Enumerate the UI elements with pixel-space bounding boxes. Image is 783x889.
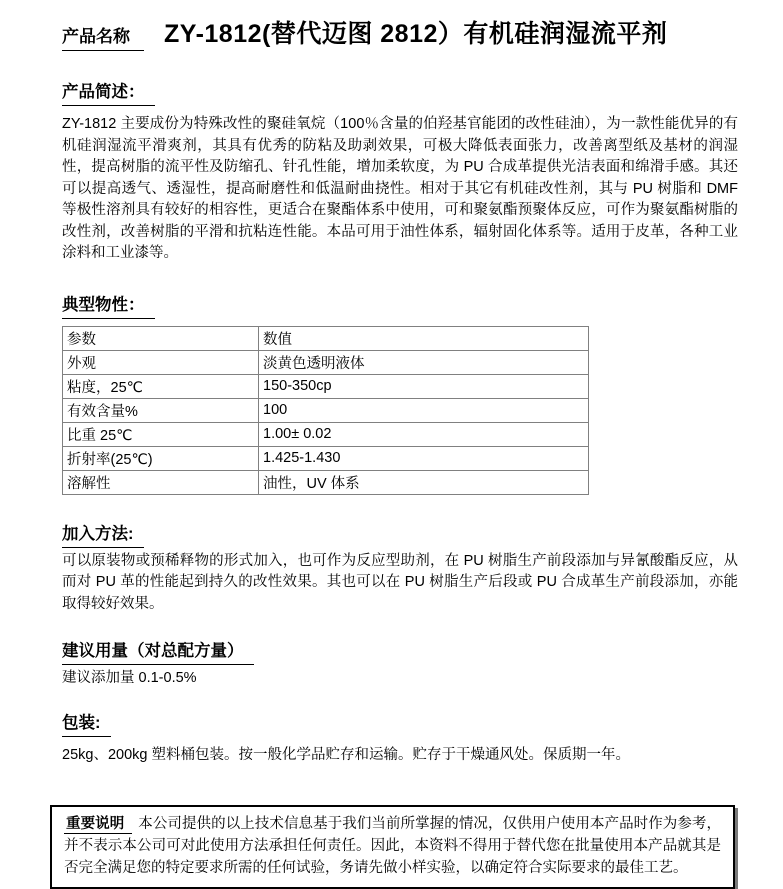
table-cell: 1.425-1.430 bbox=[259, 446, 589, 470]
table-row bbox=[63, 422, 589, 446]
table-cell: 油性，UV 体系 bbox=[259, 470, 589, 494]
notice-text: 本公司提供的以上技术信息基于我们当前所掌握的情况，仅供用户使用本产品时作为参考，并不表示本公司可对此使用方法承担任何责任。因此，本资料不得用于替代您在批量使用本产品就其是否完全满足您的特定要求所需的任何试验，务请先做小样实验，以确定符合实际要求的最佳工艺。 bbox=[64, 816, 721, 876]
method-paragraph: 可以原装物或预稀释物的形式加入，也可作为反应型助剂，在 PU 树脂生产前段添加与异氰酸酯反应，从而对 PU 革的性能起到持久的改性效果。其也可以在 PU 树脂生产后段或 PU 合成革生产前段添加，亦能取得较好效果。 bbox=[62, 552, 738, 612]
table-cell: 折射率(25℃) bbox=[63, 446, 259, 470]
section-heading-method: 加入方法: bbox=[62, 520, 144, 548]
table-row bbox=[63, 350, 589, 374]
table-cell: 数值 bbox=[259, 326, 589, 350]
table-row bbox=[63, 398, 589, 422]
section-heading-properties: 典型物性： bbox=[62, 291, 155, 319]
table-row bbox=[63, 470, 589, 494]
notice-label: 重要说明 bbox=[64, 816, 132, 834]
section-heading-dosage: 建议用量（对总配方量） bbox=[62, 637, 254, 665]
intro-paragraph: ZY-1812 主要成份为特殊改性的聚硅氧烷（100％含量的伯羟基官能团的改性硅油），为一款性能优异的有机硅润湿流平滑爽剂，其具有优秀的防粘及助剥效果，可极大降低表面张力，改善离型纸及基材的润湿性，提高树脂的流平性及防缩孔、针孔性能，增加柔软度，为 PU 合成革提供光洁表面和绵滑手感。其还可以提高透气、透湿性，提高耐磨性和低温耐曲挠性。相对于其它有机硅改性剂，其与 PU 树脂和 DMF 等极性溶剂具有较好的相容性，更适合在聚酯体系中使用，可和聚氨酯预聚体反应，可作为聚氨酯树脂的改性剂，改善树脂的平滑和抗粘连性能。本品可用于油性体系，辐射固化体系等。适用于皮革，各种工业涂料和工业漆等。 bbox=[62, 116, 738, 261]
table-cell: 1.00± 0.02 bbox=[259, 422, 589, 446]
dosage-paragraph: 建议添加量 0.1-0.5% bbox=[62, 670, 197, 686]
important-notice-box bbox=[50, 805, 735, 889]
packaging-paragraph: 25kg、200kg 塑料桶包装。按一般化学品贮存和运输。贮存于干燥通风处。保质期一年。 bbox=[62, 746, 630, 763]
table-row bbox=[63, 446, 589, 470]
table-row bbox=[63, 326, 589, 350]
table-cell: 100 bbox=[259, 398, 589, 422]
table-cell: 外观 bbox=[63, 350, 259, 374]
section-heading-intro: 产品简述： bbox=[62, 78, 155, 106]
table-cell: 有效含量% bbox=[63, 398, 259, 422]
table-cell: 粘度，25℃ bbox=[63, 374, 259, 398]
table-cell: 比重 25℃ bbox=[63, 422, 259, 446]
table-cell: 溶解性 bbox=[63, 470, 259, 494]
properties-table bbox=[62, 326, 589, 495]
table-cell: 参数 bbox=[63, 326, 259, 350]
table-row bbox=[63, 374, 589, 398]
document-header bbox=[62, 14, 737, 51]
table-cell: 150-350cp bbox=[259, 374, 589, 398]
section-heading-packaging: 包装: bbox=[62, 709, 111, 737]
page-title: ZY-1812(替代迈图 2812）有机硅润湿流平剂 bbox=[164, 20, 668, 48]
table-cell: 淡黄色透明液体 bbox=[259, 350, 589, 374]
properties-table-body bbox=[63, 326, 589, 494]
product-name-label: 产品名称 bbox=[62, 22, 144, 51]
